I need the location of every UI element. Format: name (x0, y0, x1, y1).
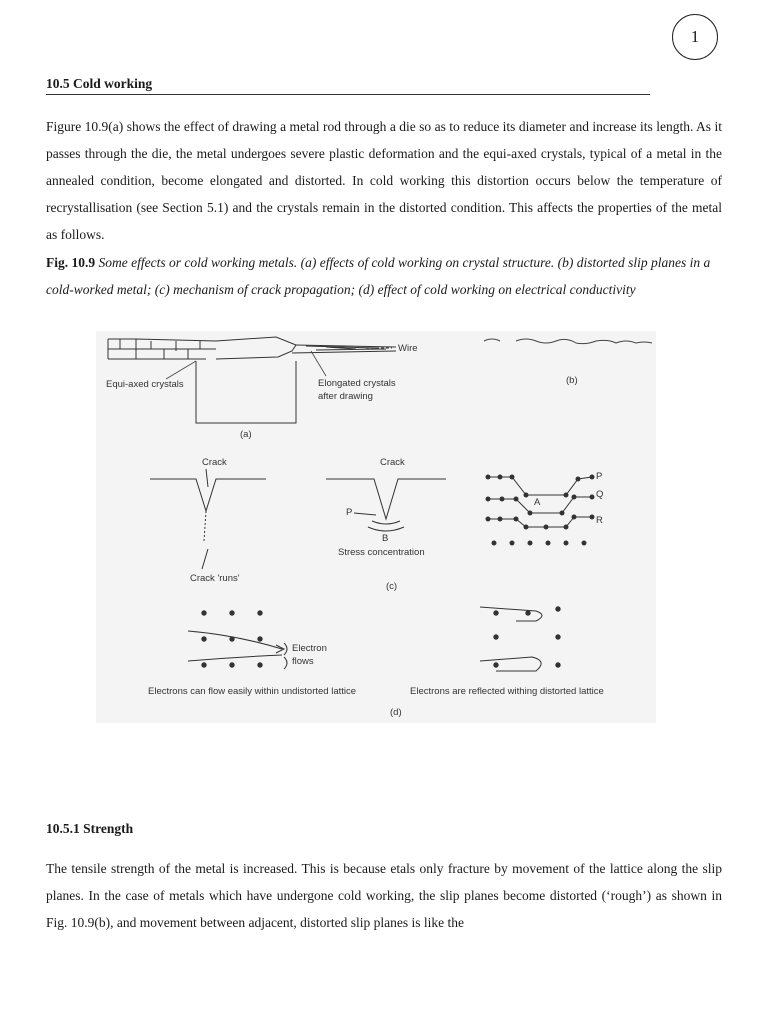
pointer-elongated (311, 351, 326, 376)
diagram-b (484, 339, 652, 344)
diagram-c-right (486, 475, 594, 545)
figure-caption (46, 250, 722, 303)
label-c-r: R (596, 515, 603, 526)
diagram-c-left (150, 469, 266, 569)
label-d-left-caption: Electrons can flow easily within undistorted lattice (148, 686, 357, 697)
sub-label-a: (a) (240, 429, 252, 440)
diagram-d-right (480, 607, 560, 671)
label-elongated-2: after drawing (318, 391, 373, 402)
label-electron: Electron (292, 643, 327, 654)
label-crack-left: Crack (202, 457, 227, 468)
label-c-p-right: P (596, 471, 603, 482)
subsection-heading: 10.5.1 Strength (46, 821, 134, 836)
sub-label-b: (b) (566, 375, 578, 386)
page-number: 1 (672, 14, 718, 60)
pointer-equiaxed (166, 361, 196, 379)
label-c-q: Q (596, 489, 604, 500)
label-elongated-1: Elongated crystals (318, 378, 396, 389)
intro-paragraph: Figure 10.9(a) shows the effect of drawing a metal rod through a die so as to reduce its diameter and increase its length. As it passes through the die, the metal undergoes severe plastic deformation and the equi-axed crystals, typical of a metal in the annealed condition, become elongated and distorted. In cold working this distortion occurs below the temperature of recrystallisation (see Section 5.1) and the crystals remain in the distorted condition. This affects the properties of the metal as follows. (46, 119, 722, 242)
section-heading: 10.5 Cold working (46, 76, 650, 95)
label-c-p: P (346, 507, 353, 518)
figure-caption-text: Some effects or cold working metals. (a) effects of cold working on crystal structure. (b) distorted slip planes in a cold-worked metal; (c) mechanism of crack propagation; (d) effect of cold working on electrical conductivity (46, 255, 711, 297)
label-d-right-caption: Electrons are reflected withing distorted lattice (410, 686, 604, 697)
sub-label-d: (d) (390, 707, 402, 718)
label-crack-mid: Crack (380, 457, 405, 468)
label-equiaxed: Equi-axed crystals (106, 379, 184, 390)
label-wire: Wire (398, 343, 418, 354)
label-c-a: A (534, 497, 541, 508)
diagram-d-left (188, 611, 287, 669)
label-c-b: B (382, 533, 389, 544)
figure-diagram (96, 331, 656, 723)
label-stress: Stress concentration (338, 547, 425, 558)
figure-caption-label: Fig. 10.9 (46, 255, 96, 270)
figure-10-9 (96, 331, 656, 723)
diagram-c-mid (326, 479, 446, 531)
sub-label-c: (c) (386, 581, 398, 592)
label-flows: flows (292, 656, 314, 667)
label-crack-runs: Crack 'runs' (190, 573, 240, 584)
strength-paragraph: The tensile strength of the metal is increased. This is because etals only fracture by movement of the lattice along the slip planes. In the case of metals which have undergone cold working, the slip planes become distorted (‘rough’) as shown in Fig. 10.9(b), and movement between adjacent, distorted slip planes is like the (46, 861, 722, 930)
